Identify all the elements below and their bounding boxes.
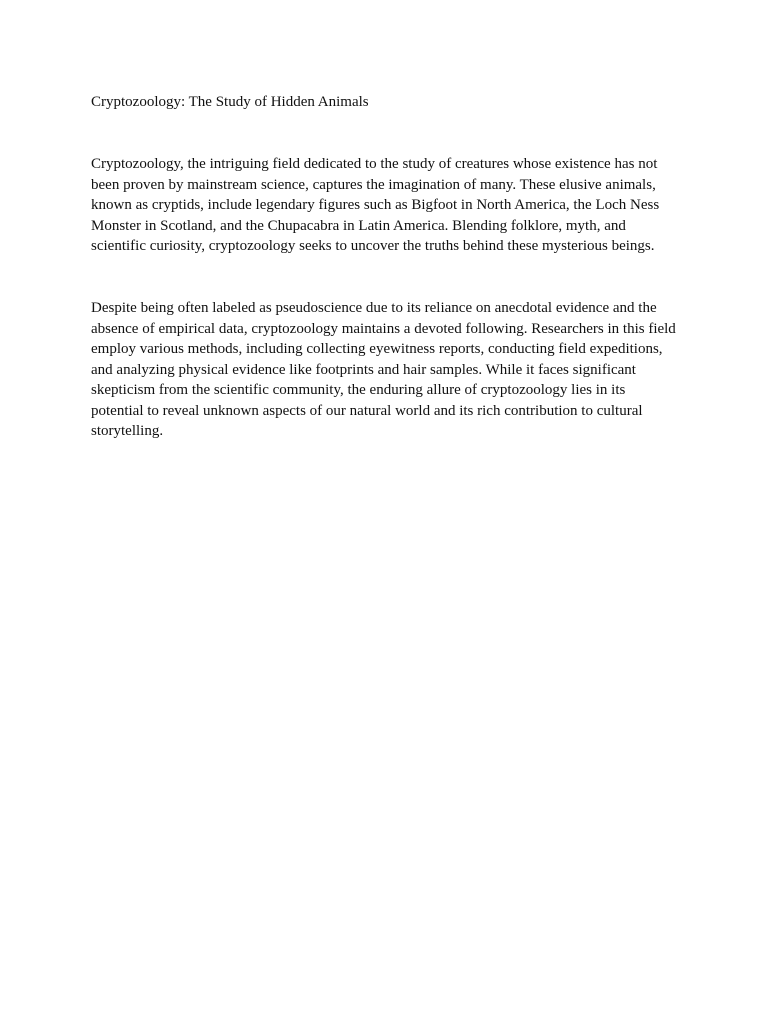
document-body: [91, 92, 681, 439]
paragraph-2: Despite being often labeled as pseudoscience due to its reliance on anecdotal evidence and the absence of empirical data, cryptozoology maintains a devoted following. Researchers in this field employ various methods, including collecting eyewitness reports, conducting field expeditions, and analyzing physical evidence like footprints and hair samples. While it faces significant skepticism from the scientific community, the enduring allure of cryptozoology lies in its potential to reveal unknown aspects of our natural world and its rich contribution to cultural storytelling.: [91, 300, 676, 439]
document-title: Cryptozoology: The Study of Hidden Animals: [91, 94, 369, 110]
paragraph-1: Cryptozoology, the intriguing field dedicated to the study of creatures whose existence has not been proven by mainstream science, captures the imagination of many. These elusive animals, known as cryptids, include legendary figures such as Bigfoot in North America, the Loch Ness Monster in Scotland, and the Chupacabra in Latin America. Blending folklore, myth, and scientific curiosity, cryptozoology seeks to uncover the truths behind these mysterious beings.: [91, 156, 660, 254]
